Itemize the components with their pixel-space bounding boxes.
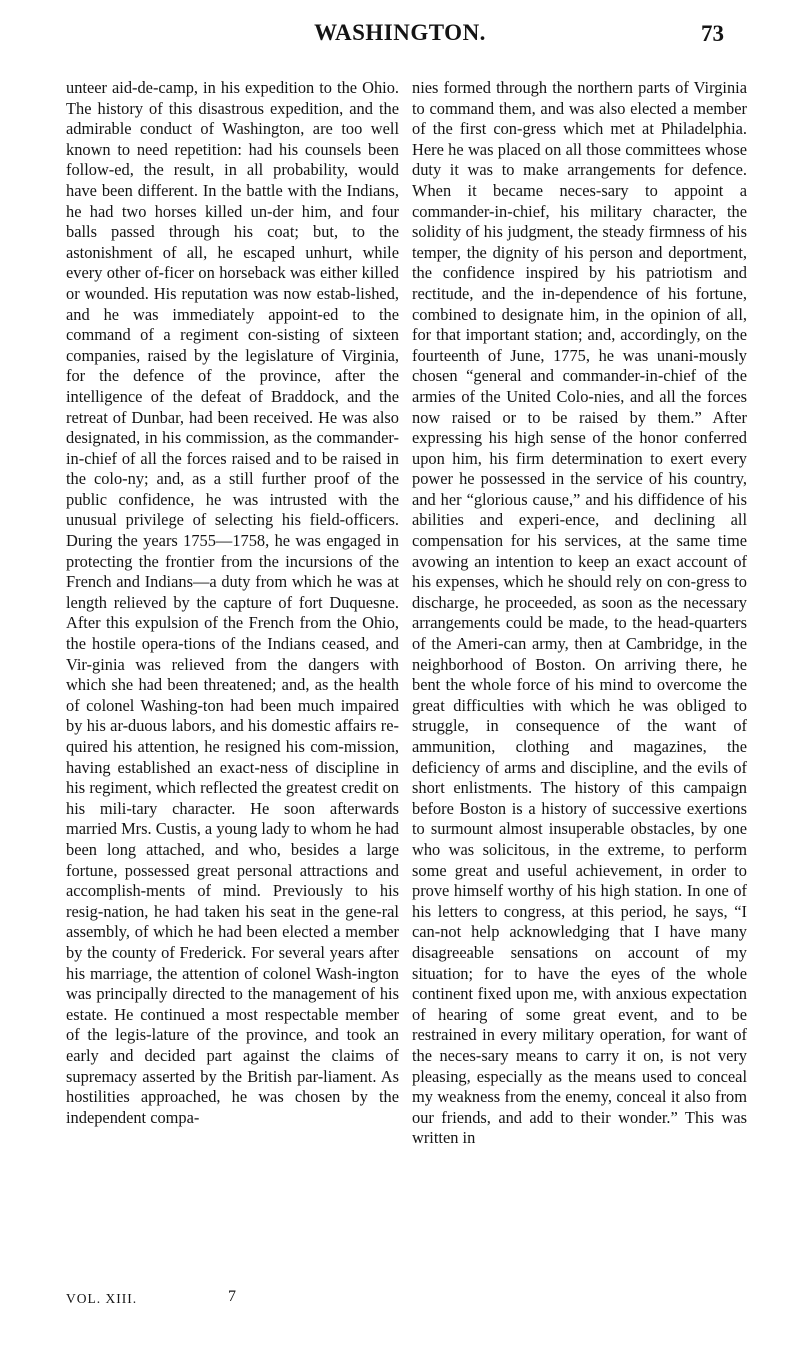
running-title: WASHINGTON.: [314, 20, 486, 45]
right-column-text: nies formed through the northern parts of Virginia to command them, and was also elected a member of the first con-gress which met at Philadelphia. Here he was placed on all those committees whose duty it was to make arrangements for defence. When it became neces-sary to appoint a commander-in-chief, his military character, the solidity of his judgment, the steady firmness of his temper, the dignity of his person and deportment, the confidence inspired by his patriotism and rectitude, and the in-dependence of his fortune, combined to designate him, in the opinion of all, for that important station; and, accordingly, on the fourteenth of June, 1775, he was unani-mously chosen “general and commander-in-chief of the armies of the United Colo-nies, and all the forces now raised or to be raised by them.” After expressing his high sense of the honor conferred upon him, his firm determination to exert every power he possessed in the service of his country, and her “glorious cause,” and his diffidence of his abilities and experi-ence, and declining all compensation for his services, at the same time avowing an intention to keep an exact account of his expenses, which he should rely on con-gress to discharge, he proceeded, as soon as the necessary arrangements could be made, to the head-quarters of the Ameri-can army, then at Cambridge, in the neighborhood of Boston. On arriving there, he bent the whole force of his mind to overcome the great difficulties with which he was obliged to struggle, in consequence of the want of ammunition, clothing and magazines, the deficiency of arms and discipline, and the evils of short enlistments. The history of this campaign before Boston is a history of successive exertions to surmount almost insuperable obstacles, by one who was solicitous, in the extreme, to perform some great and useful achievement, in order to prove himself worthy of his high station. In one of his letters to congress, at this period, he says, “I can-not help acknowledging that I have many disagreeable sensations on account of my situation; for to have the eyes of the whole continent fixed upon me, with anxious expectation of hearing of some great event, and to be restrained in every military operation, for want of the neces-sary means to carry it on, is not very pleasing, especially as the means used to conceal my weakness from the enemy, conceal it also from our friends, and add to their wonder.” This was written in: [412, 78, 747, 1148]
right-column: [412, 78, 747, 1149]
left-column-text: unteer aid-de-camp, in his expedition to the Ohio. The history of this disastrous expedition, and the admirable conduct of Washington, are too well known to need repetition: had his counsels been follow-ed, the result, in all probability, would have been different. In the battle with the Indians, he had two horses killed un-der him, and four balls passed through his coat; but, to the astonishment of all, he escaped unhurt, while every other of-ficer on horseback was either killed or wounded. His reputation was now estab-lished, and he was immediately appoint-ed to the command of a regiment con-sisting of sixteen companies, raised by the legislature of Virginia, for the defence of the province, after the intelligence of the defeat of Braddock, and the retreat of Dunbar, had been received. He was also designated, in his commission, as the commander-in-chief of all the forces raised and to be raised in the colo-ny; and, as a still further proof of the public confidence, he was intrusted with the unusual privilege of selecting his field-officers. During the years 1755—1758, he was engaged in protecting the frontier from the incursions of the French and Indians—a duty from which he was at length relieved by the capture of fort Duquesne. After this expulsion of the French from the Ohio, the hostile opera-tions of the Indians ceased, and Vir-ginia was relieved from the dangers with which she had been threatened; and, as the health of colonel Washing-ton had been much impaired by his ar-duous labors, and his domestic affairs re-quired his attention, he resigned his com-mission, having established an exact-ness of discipline in his regiment, which reflected the greatest credit on his mili-tary character. He soon afterwards married Mrs. Custis, a young lady to whom he had been long attached, and who, besides a large fortune, possessed great personal attractions and accomplish-ments of mind. Previously to his resig-nation, he had taken his seat in the gene-ral assembly, of which he had been elected a member by the county of Frederick. For several years after his marriage, the attention of colonel Wash-ington was principally directed to the management of his estate. He continued a most respectable member of the legis-lature of the province, and took an early and decided part against the claims of supremacy asserted by the British par-liament. As hostilities approached, he was chosen by the independent compa-: [66, 78, 399, 1127]
signature-mark: 7: [228, 1288, 236, 1305]
page-number: 73: [701, 21, 724, 46]
left-column: [66, 78, 399, 1128]
volume-footer: VOL. XIII.: [66, 1291, 138, 1306]
